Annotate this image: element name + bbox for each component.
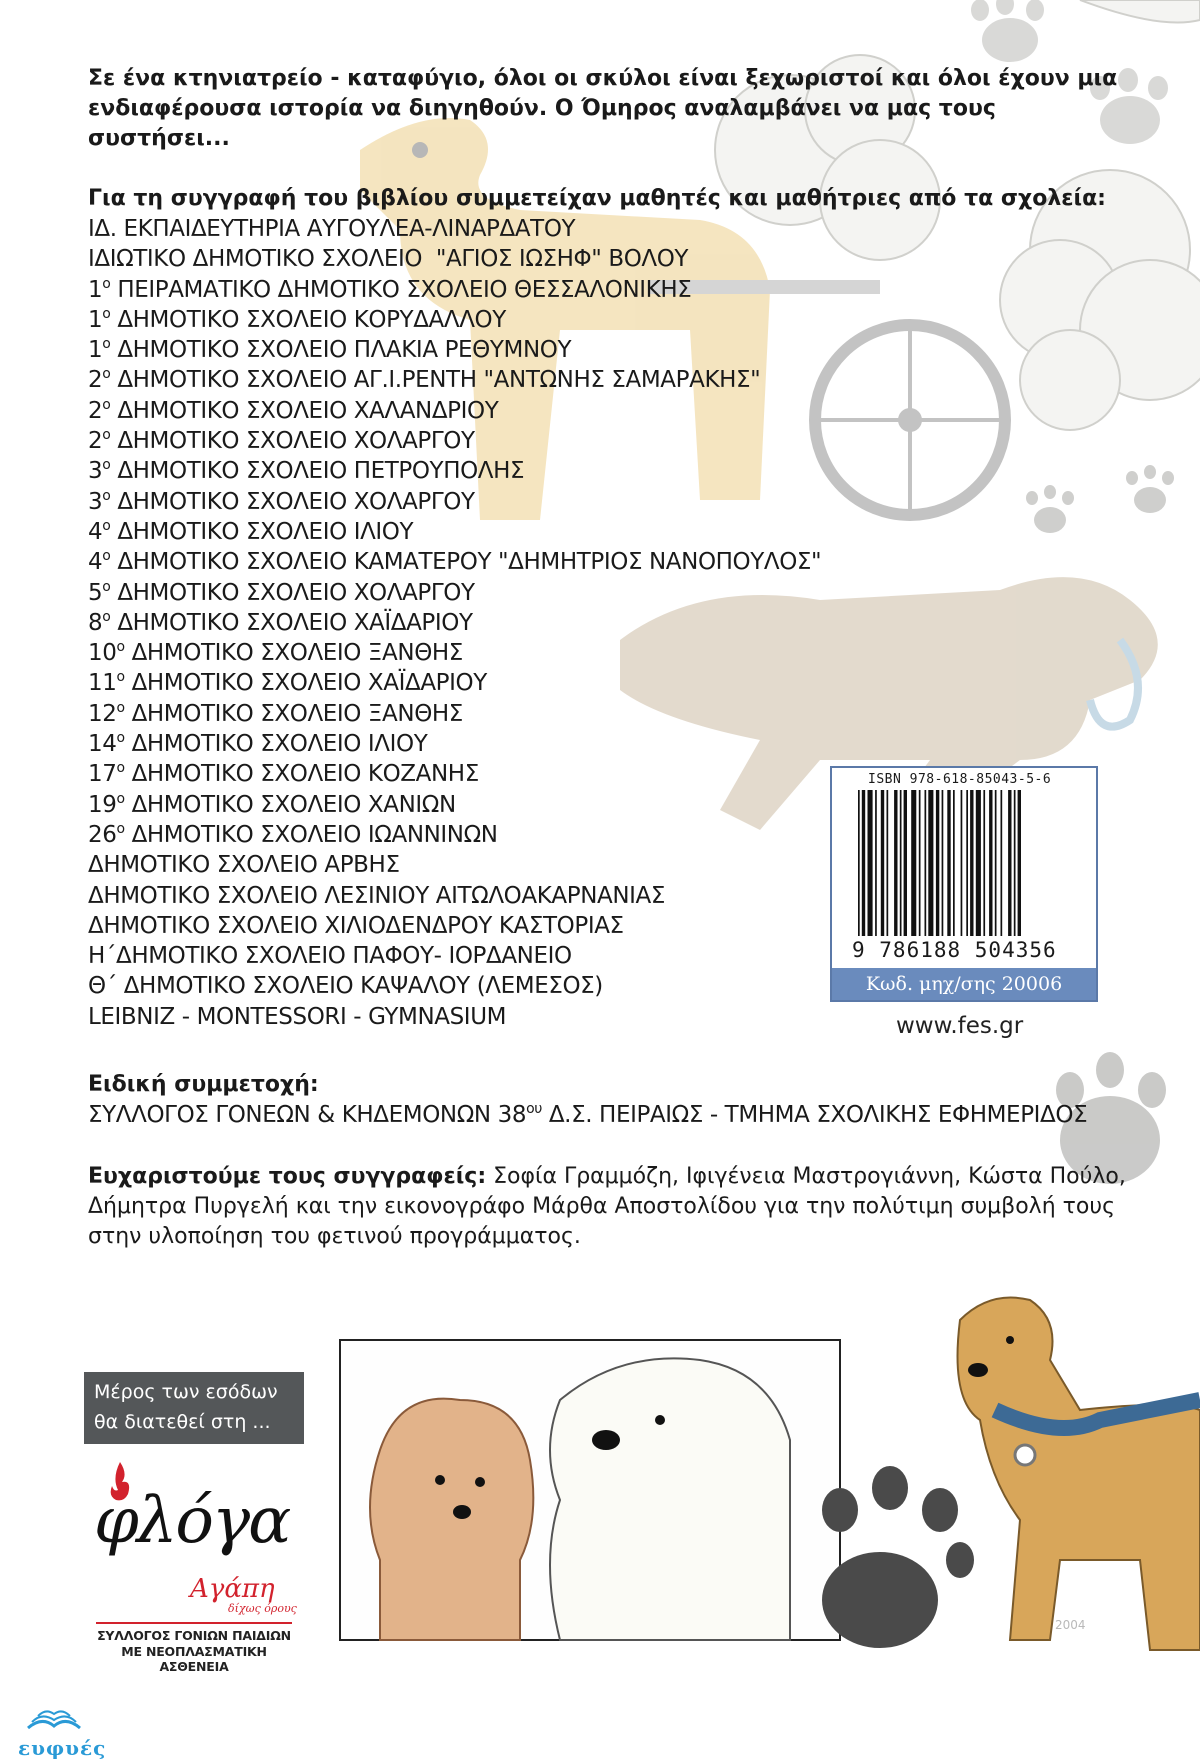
illustration-year: 2004 bbox=[1055, 1618, 1086, 1632]
barcode-bar bbox=[1014, 790, 1016, 936]
school-ordinal-suffix: ο bbox=[102, 427, 111, 444]
school-name: ΔΗΜΟΤΙΚΟ ΣΧΟΛΕΙΟ ΞΑΝΘΗΣ bbox=[131, 640, 463, 667]
school-item bbox=[88, 365, 1138, 395]
barcode-bar bbox=[995, 790, 997, 936]
barcode-bar bbox=[1008, 790, 1011, 936]
barcode-bar bbox=[936, 790, 939, 936]
school-ordinal: 3 bbox=[88, 488, 103, 515]
floga-tagline: δίχως όρους bbox=[228, 1602, 297, 1615]
school-name: ΔΗΜΟΤΙΚΟ ΣΧΟΛΕΙΟ ΙΛΙΟΥ bbox=[131, 731, 428, 758]
school-ordinal-suffix: ο bbox=[116, 699, 125, 716]
school-name: Θ΄ ΔΗΜΟΤΙΚΟ ΣΧΟΛΕΙΟ ΚΑΨΑΛΟΥ (ΛΕΜΕΣΟΣ) bbox=[88, 973, 603, 1000]
back-cover-text bbox=[88, 64, 1138, 1252]
proceeds-line-2: θα διατεθεί στη ... bbox=[94, 1411, 271, 1433]
school-ordinal: 14 bbox=[88, 731, 117, 758]
school-ordinal: 4 bbox=[88, 549, 103, 576]
schools-heading: Για τη συγγραφή του βιβλίου συμμετείχαν μαθητές και μαθήτριες από τα σχολεία: bbox=[88, 186, 1106, 211]
floga-wordmark: φλόγα bbox=[94, 1484, 290, 1558]
barcode-bar bbox=[983, 790, 985, 936]
school-name: ΔΗΜΟΤΙΚΟ ΣΧΟΛΕΙΟ ΧΟΛΑΡΓΟΥ bbox=[117, 428, 475, 455]
barcode-bar bbox=[1018, 790, 1021, 936]
proceeds-note bbox=[84, 1372, 304, 1444]
school-ordinal-suffix: ο bbox=[116, 760, 125, 777]
barcode-bar bbox=[919, 790, 921, 936]
school-ordinal: 5 bbox=[88, 579, 103, 606]
barcode-bar bbox=[970, 790, 973, 936]
school-ordinal-suffix: ο bbox=[116, 820, 125, 837]
school-ordinal: 4 bbox=[88, 518, 103, 545]
school-ordinal: 11 bbox=[88, 670, 117, 697]
intro-paragraph: Σε ένα κτηνιατρείο - καταφύγιο, όλοι οι σκύλοι είναι ξεχωριστοί και όλοι έχουν μια ενδιαφέρουσα ιστορία να διηγηθούν. Ο Όμηρος αναλαμβάνει να μας τους συστήσει... bbox=[88, 66, 1118, 151]
school-name: ΔΗΜΟΤΙΚΟ ΣΧΟΛΕΙΟ ΠΕΤΡΟΥΠΟΛΗΣ bbox=[117, 458, 525, 485]
barcode-bar bbox=[961, 790, 963, 936]
school-ordinal: 2 bbox=[88, 367, 103, 394]
school-item bbox=[88, 668, 1138, 698]
school-name: ΙΔΙΩΤΙΚΟ ΔΗΜΟΤΙΚΟ ΣΧΟΛΕΙΟ "ΑΓΙΟΣ ΙΩΣΗΦ" ΒΟΛΟΥ bbox=[88, 246, 689, 273]
barcode-bar bbox=[862, 790, 865, 936]
thanks-paragraph bbox=[88, 1162, 1138, 1252]
school-ordinal-suffix: ο bbox=[116, 730, 125, 747]
thanks-text: Σοφία Γραμμόζη, Ιφιγένεια Μαστρογιάννη, Κώστα Πούλο, Δήμητρα Πυργελή και την εικονογράφο Μάρθα Αποστολίδου για την πολύτιμη συμβολή τους στην υλοποίηση του φετινού προγράμματος. bbox=[88, 1164, 1126, 1250]
barcode-bar bbox=[904, 790, 907, 936]
special-text bbox=[88, 1100, 1138, 1130]
school-name: ΔΗΜΟΤΙΚΟ ΣΧΟΛΕΙΟ ΚΟΖΑΝΗΣ bbox=[131, 761, 479, 788]
school-ordinal: 8 bbox=[88, 609, 103, 636]
school-name: ΙΔ. ΕΚΠΑΙΔΕΥΤΗΡΙΑ ΑΥΓΟΥΛΕΑ-ΛΙΝΑΡΔΑΤΟΥ bbox=[88, 216, 576, 242]
school-name: ΔΗΜΟΤΙΚΟ ΣΧΟΛΕΙΟ ΞΑΝΘΗΣ bbox=[131, 700, 463, 727]
school-ordinal-suffix: ο bbox=[102, 275, 111, 292]
barcode-bar bbox=[989, 790, 992, 936]
school-name: ΔΗΜΟΤΙΚΟ ΣΧΟΛΕΙΟ ΧΑΪΔΑΡΙΟΥ bbox=[117, 609, 473, 636]
school-item bbox=[88, 638, 1138, 668]
barcode-bar bbox=[947, 790, 950, 936]
school-item bbox=[88, 547, 1138, 577]
school-item bbox=[88, 275, 1138, 305]
barcode-bar bbox=[887, 790, 889, 936]
barcode-bar bbox=[868, 790, 873, 936]
floga-subtitle-2: ΜΕ ΝΕΟΠΛΑΣΜΑΤΙΚΗ ΑΣΘΕΝΕΙΑ bbox=[121, 1644, 267, 1674]
school-name: ΔΗΜΟΤΙΚΟ ΣΧΟΛΕΙΟ ΙΛΙΟΥ bbox=[117, 518, 414, 545]
school-name: ΔΗΜΟΤΙΚΟ ΣΧΟΛΕΙΟ ΧΙΛΙΟΔΕΝΔΡΟΥ ΚΑΣΤΟΡΙΑΣ bbox=[88, 912, 624, 939]
school-name: ΔΗΜΟΤΙΚΟ ΣΧΟΛΕΙΟ ΧΑΝΙΩΝ bbox=[131, 791, 456, 818]
school-ordinal-suffix: ο bbox=[102, 517, 111, 534]
school-item bbox=[88, 335, 1138, 365]
barcode-bar bbox=[953, 790, 955, 936]
barcode-bars bbox=[858, 790, 1074, 938]
school-name: ΠΕΙΡΑΜΑΤΙΚΟ ΔΗΜΟΤΙΚΟ ΣΧΟΛΕΙΟ ΘΕΣΣΑΛΟΝΙΚΗΣ bbox=[117, 276, 692, 303]
barcode-bar bbox=[911, 790, 916, 936]
school-item bbox=[88, 426, 1138, 456]
floga-subtitle-1: ΣΥΛΛΟΓΟΣ ΓΟΝΙΩΝ ΠΑΙΔΙΩΝ bbox=[97, 1628, 291, 1643]
isbn-barcode bbox=[830, 766, 1098, 1002]
school-ordinal-suffix: ο bbox=[102, 487, 111, 504]
barcode-bar bbox=[925, 790, 927, 936]
school-item bbox=[88, 214, 1138, 244]
school-ordinal-suffix: ο bbox=[102, 578, 111, 595]
school-name: ΔΗΜΟΤΙΚΟ ΣΧΟΛΕΙΟ ΑΓ.Ι.ΡΕΝΤΗ "ΑΝΤΩΝΗΣ ΣΑΜΑΡΑΚΗΣ" bbox=[117, 367, 761, 394]
school-ordinal: 1 bbox=[88, 337, 103, 364]
school-item bbox=[88, 244, 1138, 274]
barcode-bar bbox=[976, 790, 981, 936]
school-ordinal-suffix: ο bbox=[102, 608, 111, 625]
machine-code: Κωδ. μηχ/σης 20006 bbox=[832, 968, 1096, 1000]
floga-divider bbox=[96, 1622, 292, 1624]
school-ordinal: 1 bbox=[88, 306, 103, 333]
school-ordinal-suffix: ο bbox=[102, 305, 111, 322]
school-item bbox=[88, 305, 1138, 335]
school-ordinal-suffix: ο bbox=[102, 396, 111, 413]
school-name: ΔΗΜΟΤΙΚΟ ΣΧΟΛΕΙΟ ΧΟΛΑΡΓΟΥ bbox=[117, 488, 475, 515]
school-name: ΔΗΜΟΤΙΚΟ ΣΧΟΛΕΙΟ ΧΑΪΔΑΡΙΟΥ bbox=[131, 670, 487, 697]
school-ordinal: 10 bbox=[88, 640, 117, 667]
barcode-bar bbox=[900, 790, 902, 936]
school-name: ΔΗΜΟΤΙΚΟ ΣΧΟΛΕΙΟ ΑΡΒΗΣ bbox=[88, 852, 400, 879]
special-text-after: Δ.Σ. ΠΕΙΡΑΙΩΣ - ΤΜΗΜΑ ΣΧΟΛΙΚΗΣ ΕΦΗΜΕΡΙΔΟΣ bbox=[541, 1102, 1088, 1129]
floga-agapi: Αγάπη bbox=[190, 1574, 275, 1604]
barcode-bar bbox=[858, 790, 860, 936]
school-ordinal-suffix: ο bbox=[116, 669, 125, 686]
school-item bbox=[88, 578, 1138, 608]
school-item bbox=[88, 487, 1138, 517]
school-ordinal-suffix: ο bbox=[102, 336, 111, 353]
school-ordinal-suffix: ο bbox=[102, 548, 111, 565]
school-name: ΔΗΜΟΤΙΚΟ ΣΧΟΛΕΙΟ ΠΛΑΚΙΑ ΡΕΘΥΜΝΟΥ bbox=[117, 337, 572, 364]
barcode-bar bbox=[928, 790, 933, 936]
isbn-label: ISBN 978-618-85043-5-6 bbox=[868, 772, 1052, 787]
school-name: ΔΗΜΟΤΙΚΟ ΣΧΟΛΕΙΟ ΙΩΑΝΝΙΝΩΝ bbox=[131, 821, 498, 848]
school-name: Η΄ΔΗΜΟΤΙΚΟ ΣΧΟΛΕΙΟ ΠΑΦΟΥ- ΙΟΡΔΑΝΕΙΟ bbox=[88, 943, 572, 970]
school-ordinal-suffix: ο bbox=[116, 639, 125, 656]
barcode-bar bbox=[881, 790, 884, 936]
ean-digits: 9 786188 504356 bbox=[852, 938, 1057, 962]
school-ordinal: 26 bbox=[88, 821, 117, 848]
school-ordinal: 2 bbox=[88, 397, 103, 424]
school-ordinal-suffix: ο bbox=[102, 366, 111, 383]
school-name: ΔΗΜΟΤΙΚΟ ΣΧΟΛΕΙΟ ΧΑΛΑΝΔΡΙΟΥ bbox=[117, 397, 499, 424]
school-item bbox=[88, 456, 1138, 486]
school-item bbox=[88, 729, 1138, 759]
publisher-website[interactable]: www.fes.gr bbox=[896, 1013, 1024, 1039]
school-name: ΔΗΜΟΤΙΚΟ ΣΧΟΛΕΙΟ ΚΑΜΑΤΕΡΟΥ "ΔΗΜΗΤΡΙΟΣ ΝΑΝΟΠΟΥΛΟΣ" bbox=[117, 549, 822, 576]
school-ordinal: 2 bbox=[88, 428, 103, 455]
barcode-bar bbox=[894, 790, 897, 936]
special-heading: Ειδική συμμετοχή: bbox=[88, 1072, 319, 1098]
school-item bbox=[88, 608, 1138, 638]
school-item bbox=[88, 699, 1138, 729]
school-name: ΔΗΜΟΤΙΚΟ ΣΧΟΛΕΙΟ ΛΕΣΙΝΙΟΥ ΑΙΤΩΛΟΑΚΑΡΝΑΝΙΑΣ bbox=[88, 882, 665, 909]
school-item bbox=[88, 396, 1138, 426]
barcode-bar bbox=[966, 790, 968, 936]
school-ordinal: 12 bbox=[88, 700, 117, 727]
thanks-heading: Ευχαριστούμε τους συγγραφείς: bbox=[88, 1164, 487, 1190]
barcode-bar bbox=[875, 790, 877, 936]
school-name: LEIBNIZ - MONTESSORI - GYMNASIUM bbox=[88, 1003, 507, 1030]
publisher-logo bbox=[18, 1708, 107, 1760]
special-text-before: ΣΥΛΛΟΓΟΣ ΓΟΝΕΩΝ & ΚΗΔΕΜΟΝΩΝ 38 bbox=[88, 1102, 527, 1129]
proceeds-line-1: Μέρος των εσόδων bbox=[94, 1381, 278, 1403]
special-text-ordinal: ου bbox=[526, 1101, 542, 1118]
school-name: ΔΗΜΟΤΙΚΟ ΣΧΟΛΕΙΟ ΧΟΛΑΡΓΟΥ bbox=[117, 579, 475, 606]
floga-logo bbox=[88, 1462, 308, 1682]
school-ordinal: 1 bbox=[88, 276, 103, 303]
school-ordinal-suffix: ο bbox=[102, 457, 111, 474]
school-ordinal-suffix: ο bbox=[116, 790, 125, 807]
barcode-bar bbox=[1001, 790, 1003, 936]
school-ordinal: 19 bbox=[88, 791, 117, 818]
school-ordinal: 3 bbox=[88, 458, 103, 485]
book-icon bbox=[24, 1708, 84, 1734]
school-item bbox=[88, 517, 1138, 547]
school-name: ΔΗΜΟΤΙΚΟ ΣΧΟΛΕΙΟ ΚΟΡΥΔΑΛΛΟΥ bbox=[117, 306, 506, 333]
publisher-wordmark: ευφυές bbox=[18, 1736, 107, 1760]
school-ordinal: 17 bbox=[88, 761, 117, 788]
barcode-bar bbox=[942, 790, 944, 936]
